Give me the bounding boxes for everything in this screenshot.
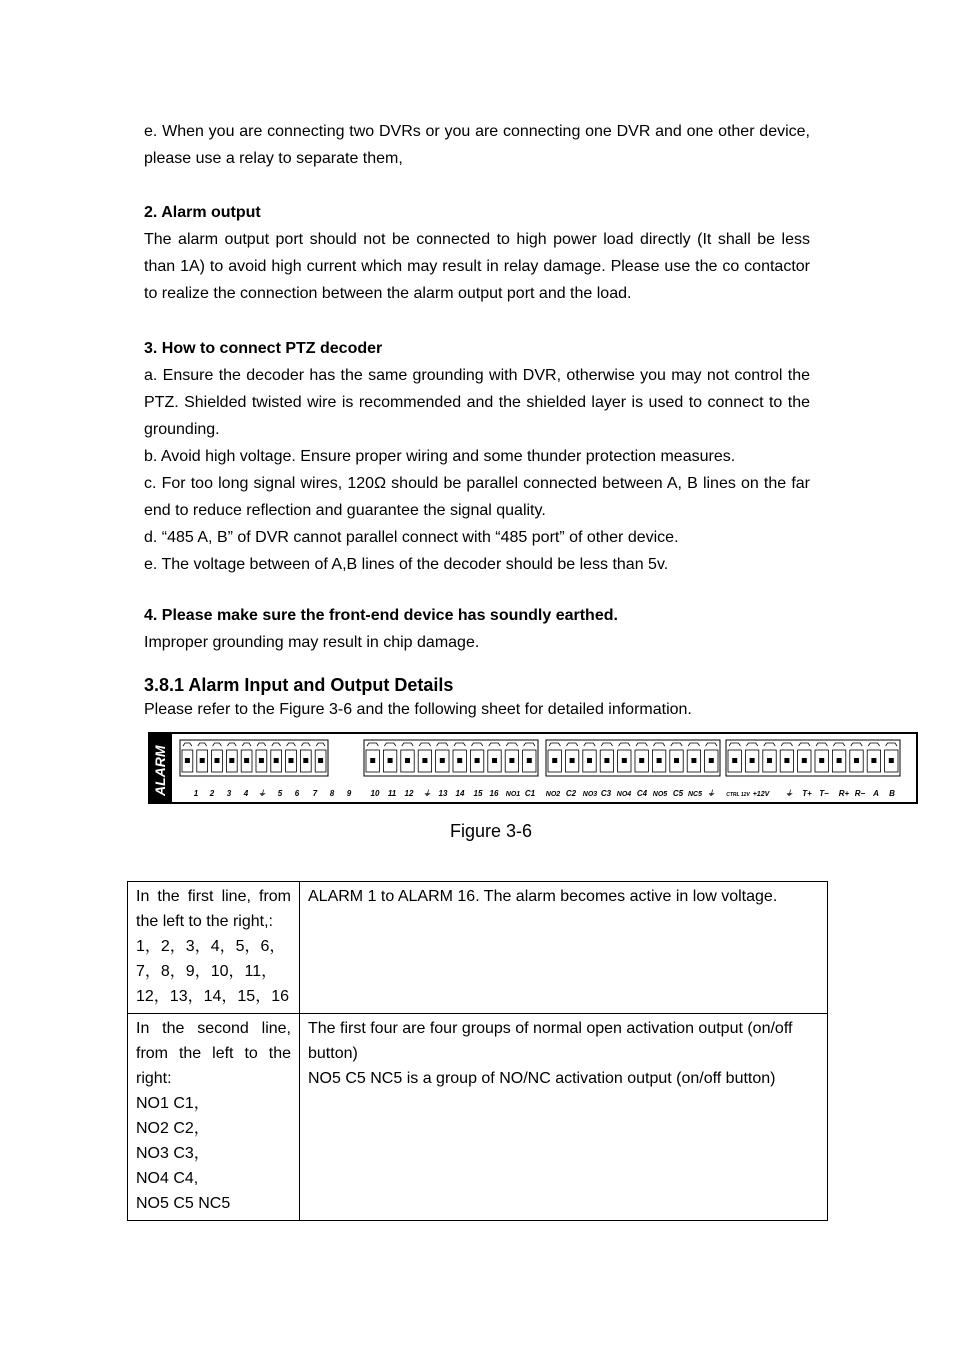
terminal-pin bbox=[622, 758, 627, 763]
paragraph-ptz-c: c. For too long signal wires, 120Ω should be parallel connected between A, B lines on the far end to reduce reflection and guarantee the signal quality. bbox=[144, 475, 810, 519]
terminal-pin bbox=[674, 758, 679, 763]
pin-label: 9 bbox=[346, 789, 352, 798]
pin-label: 11 bbox=[387, 789, 397, 798]
pin-label: 14 bbox=[455, 789, 465, 798]
heading-alarm-output: 2. Alarm output bbox=[144, 204, 261, 221]
table-row bbox=[128, 1014, 828, 1221]
pin-label: NO1 bbox=[505, 791, 521, 798]
paragraph-relay-note: e. When you are connecting two DVRs or you are connecting one DVR and one other device, please use a relay to separate them, bbox=[144, 123, 810, 167]
terminal-pin bbox=[570, 758, 575, 763]
terminal-pin bbox=[405, 758, 410, 763]
cell-line: 7，8，9，10，11， bbox=[136, 963, 278, 980]
terminal-pin bbox=[200, 758, 205, 763]
terminal-pin bbox=[440, 758, 445, 763]
pin-label: NO5 bbox=[652, 791, 668, 798]
pin-label: 12 bbox=[404, 789, 414, 798]
terminal-pin bbox=[527, 758, 532, 763]
cell-line: In the second line, from the left to the right: bbox=[136, 1020, 291, 1087]
paragraph-ptz-b: b. Avoid high voltage. Ensure proper wiring and some thunder protection measures. bbox=[144, 448, 736, 465]
alarm-terminal-panel bbox=[148, 732, 918, 804]
paragraph-alarm-output: The alarm output port should not be connected to high power load directly (It shall be less than 1A) to avoid high current which may result in relay damage. Please use the co contactor to realize the connection between the alarm output port and the load. bbox=[144, 231, 810, 302]
pin-label: 4 bbox=[243, 789, 249, 798]
pin-label: NO3 bbox=[582, 791, 598, 798]
terminal-pin bbox=[370, 758, 375, 763]
panel-label: ALARM bbox=[152, 745, 168, 796]
terminal-pin bbox=[639, 758, 644, 763]
terminal-pin bbox=[552, 758, 557, 763]
row1-right-cell bbox=[300, 882, 828, 1014]
pin-label: 1 bbox=[193, 789, 199, 798]
terminal-pin bbox=[303, 758, 308, 763]
terminal-pin bbox=[509, 758, 514, 763]
terminal-pin bbox=[837, 758, 842, 763]
terminal-pin bbox=[784, 758, 789, 763]
pin-label: 15 bbox=[473, 789, 483, 798]
terminal-pin bbox=[802, 758, 807, 763]
cell-line: NO2 C2， bbox=[136, 1120, 210, 1137]
paragraph-earthing: Improper grounding may result in chip damage. bbox=[144, 634, 480, 651]
terminal-pin bbox=[457, 758, 462, 763]
pin-label: 6 bbox=[294, 789, 300, 798]
pin-label: 5 bbox=[277, 789, 283, 798]
pin-label: C3 bbox=[600, 789, 612, 798]
pin-label: R+ bbox=[838, 789, 850, 798]
terminal-pin bbox=[691, 758, 696, 763]
terminal-pin bbox=[767, 758, 772, 763]
paragraph-ptz-a: a. Ensure the decoder has the same grounding with DVR, otherwise you may not control the PTZ. Shielded twisted wire is recommended and the shielded layer is used to connect to the grounding. bbox=[144, 367, 810, 438]
pin-label: C5 bbox=[672, 789, 684, 798]
cell-line: NO5 C5 NC5 is a group of NO/NC activation output (on/off button) bbox=[308, 1070, 776, 1087]
terminal-pin bbox=[657, 758, 662, 763]
pin-label: C1 bbox=[524, 789, 536, 798]
cell-line: 12，13，14，15，16 bbox=[136, 988, 289, 1005]
terminal-pin bbox=[422, 758, 427, 763]
section-title: 3.8.1 Alarm Input and Output Details bbox=[144, 675, 454, 695]
terminal-pin bbox=[388, 758, 393, 763]
terminal-pin bbox=[750, 758, 755, 763]
cell-line: The first four are four groups of normal open activation output (on/off button) bbox=[308, 1020, 793, 1062]
terminal-pin bbox=[709, 758, 714, 763]
pin-label: ⏚ bbox=[423, 789, 431, 798]
cell-line: In the first line, from the left to the right,: bbox=[136, 888, 291, 930]
cell-line: NO5 C5 NC5 bbox=[136, 1195, 231, 1212]
row2-right-cell bbox=[300, 1014, 828, 1221]
cell-line: NO1 C1， bbox=[136, 1095, 210, 1112]
terminal-pin bbox=[475, 758, 480, 763]
section-intro: Please refer to the Figure 3-6 and the following sheet for detailed information. bbox=[144, 701, 692, 718]
terminal-pin bbox=[229, 758, 234, 763]
paragraph-ptz-d: d. “485 A, B” of DVR cannot parallel connect with “485 port” of other device. bbox=[144, 529, 679, 546]
terminal-pin bbox=[215, 758, 220, 763]
pin-label: 16 bbox=[489, 789, 499, 798]
pin-label: 3 bbox=[226, 789, 232, 798]
pin-label: A bbox=[873, 789, 879, 798]
pin-label: 13 bbox=[438, 789, 448, 798]
terminal-pin bbox=[854, 758, 859, 763]
paragraph-ptz-e: e. The voltage between of A,B lines of the decoder should be less than 5v. bbox=[144, 556, 669, 573]
terminal-pin bbox=[259, 758, 264, 763]
alarm-details-table bbox=[127, 881, 828, 1221]
pin-label: NC5 bbox=[687, 791, 703, 798]
cell-line: NO4 C4, bbox=[136, 1170, 199, 1187]
pin-label: ⏚ bbox=[258, 789, 266, 798]
cell-line: NO3 C3， bbox=[136, 1145, 210, 1162]
row2-left-cell bbox=[128, 1014, 300, 1221]
pin-label: NO2 bbox=[545, 791, 561, 798]
terminal-pin bbox=[274, 758, 279, 763]
document-body bbox=[144, 118, 810, 722]
terminal-pin bbox=[889, 758, 894, 763]
terminal-pin bbox=[587, 758, 592, 763]
pin-label: ⏚ bbox=[707, 789, 715, 798]
terminal-pin bbox=[604, 758, 609, 763]
terminal-pin bbox=[318, 758, 323, 763]
pin-label: 8 bbox=[329, 789, 335, 798]
pin-label: R− bbox=[854, 789, 866, 798]
pin-label: T− bbox=[819, 789, 829, 798]
terminal-pin bbox=[871, 758, 876, 763]
terminal-pin bbox=[185, 758, 190, 763]
terminal-pin bbox=[732, 758, 737, 763]
pin-label: CTRL 12V bbox=[726, 792, 750, 798]
cell-line: 1，2，3，4，5，6， bbox=[136, 938, 286, 955]
pin-label: NO4 bbox=[616, 791, 632, 798]
heading-earthing: 4. Please make sure the front-end device has soundly earthed. bbox=[144, 607, 618, 624]
pin-label: +12V bbox=[752, 791, 770, 798]
terminal-pin bbox=[819, 758, 824, 763]
pin-label: C2 bbox=[565, 789, 577, 798]
pin-label: T+ bbox=[802, 789, 812, 798]
heading-ptz-decoder: 3. How to connect PTZ decoder bbox=[144, 340, 383, 357]
table-row bbox=[128, 882, 828, 1014]
pin-label: 2 bbox=[209, 789, 215, 798]
row1-left-cell bbox=[128, 882, 300, 1014]
pin-label: ⏚ bbox=[785, 789, 793, 798]
pin-label: 7 bbox=[312, 789, 318, 798]
pin-label: 10 bbox=[370, 789, 380, 798]
terminal-pin bbox=[289, 758, 294, 763]
terminal-pin bbox=[244, 758, 249, 763]
cell-line: ALARM 1 to ALARM 16. The alarm becomes active in low voltage. bbox=[308, 888, 778, 905]
pin-label: B bbox=[889, 789, 895, 798]
terminal-pin bbox=[492, 758, 497, 763]
pin-label: C4 bbox=[636, 789, 648, 798]
figure-caption: Figure 3-6 bbox=[449, 821, 533, 841]
